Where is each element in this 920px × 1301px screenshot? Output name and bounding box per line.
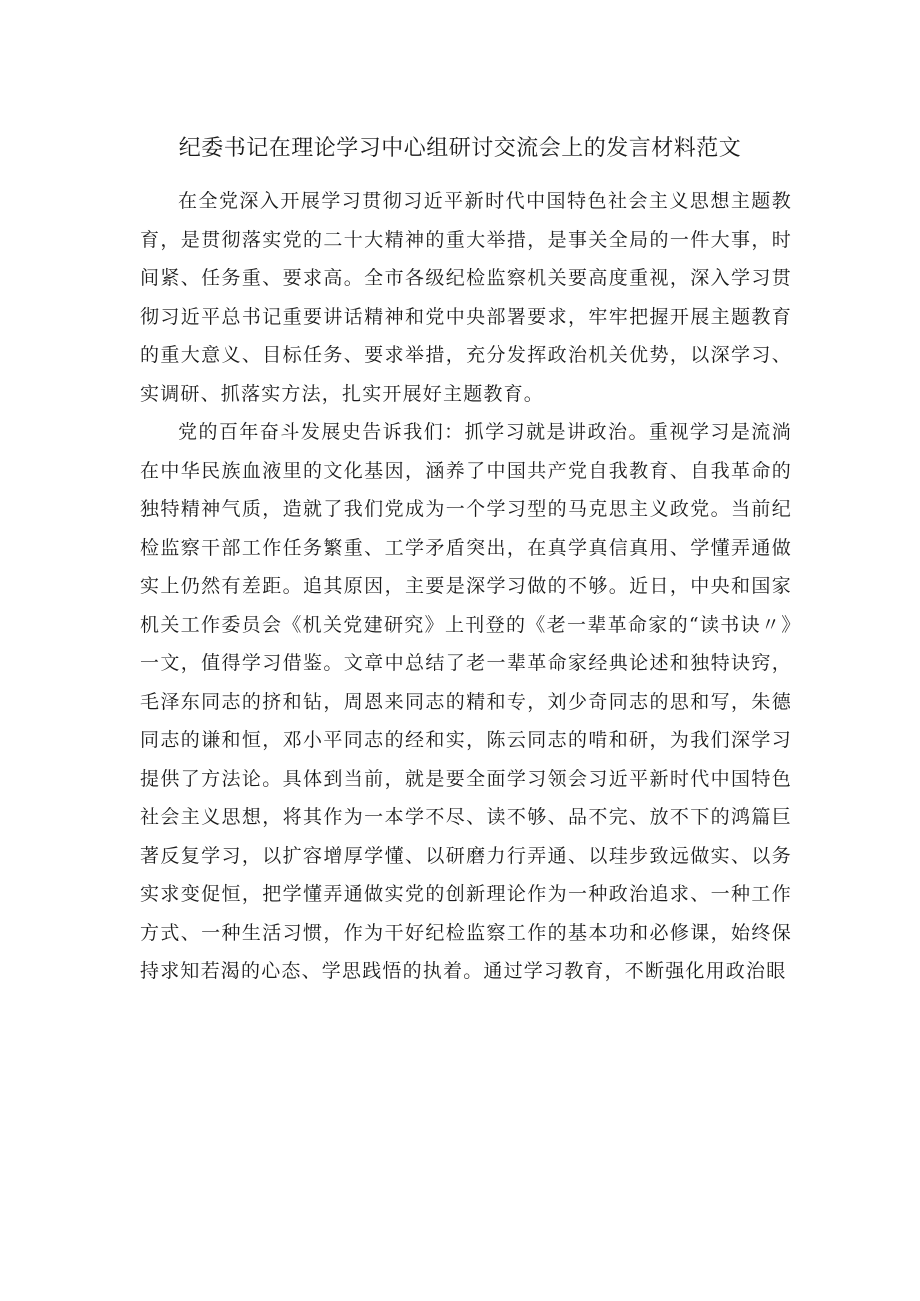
- paragraph-2: 党的百年奋斗发展史告诉我们：抓学习就是讲政治。重视学习是流淌在中华民族血液里的文化基因，涵养了中国共产党自我教育、自我革命的独特精神气质，造就了我们党成为一个学习型的马克思主义政党。当前纪检监察干部工作任务繁重、工学矛盾突出，在真学真信真用、学懂弄通做实上仍然有差距。追其原因，主要是深学习做的不够。近日，中央和国家机关工作委员会《机关党建研究》上刊登的《老一辈革命家的“读书诀〃》一文，值得学习借鉴。文章中总结了老一辈革命家经典论述和独特诀窍，毛泽东同志的挤和钻，周恩来同志的精和专，刘少奇同志的思和写，朱德同志的谦和恒，邓小平同志的经和实，陈云同志的啃和研，为我们深学习提供了方法论。具体到当前，就是要全面学习领会习近平新时代中国特色社会主义思想，将其作为一本学不尽、读不够、品不完、放不下的鸿篇巨著反复学习，以扩容增厚学懂、以研磨力行弄通、以珪步致远做实、以务实求变促恒，把学懂弄通做实党的创新理论作为一种政治追求、一种工作方式、一种生活习惯，作为干好纪检监察工作的基本功和必修课，始终保持求知若渴的心态、学思践悟的执着。通过学习教育，不断强化用政治眼: [140, 421, 792, 982]
- paragraph-1: 在全党深入开展学习贯彻习近平新时代中国特色社会主义思想主题教育，是贯彻落实党的二十大精神的重大举措，是事关全局的一件大事，时间紧、任务重、要求高。全市各级纪检监察机关要高度重视，深入学习贯彻习近平总书记重要讲话精神和党中央部署要求，牢牢把握开展主题教育的重大意义、目标任务、要求举措，充分发挥政治机关优势，以深学习、实调研、抓落实方法，扎实开展好主题教育。: [140, 190, 792, 405]
- document-title: 纪委书记在理论学习中心组研讨交流会上的发言材料范文: [178, 136, 742, 161]
- document-body: [140, 182, 792, 991]
